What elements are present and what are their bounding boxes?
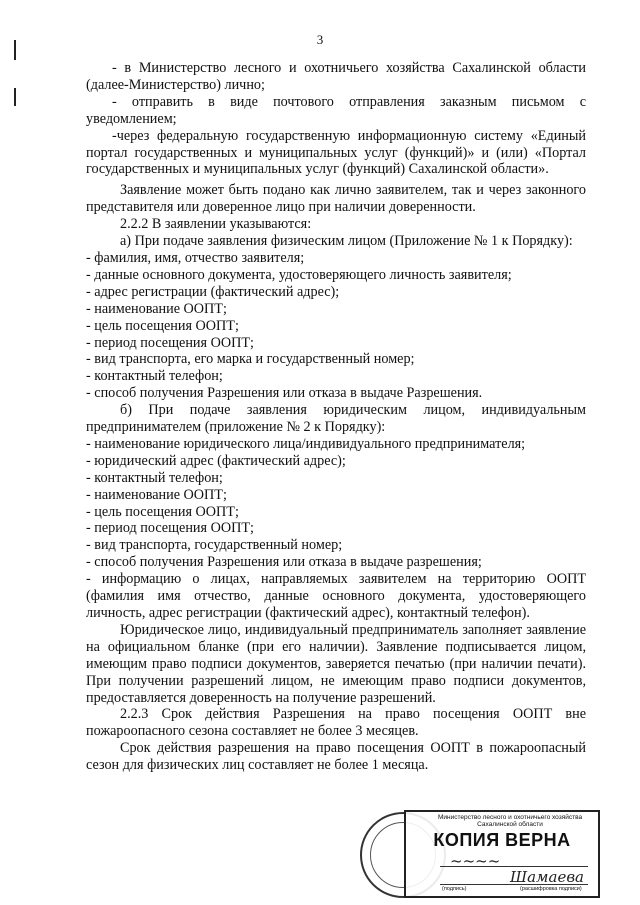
- section-heading: 2.2.2 В заявлении указываются:: [120, 216, 312, 233]
- handwritten-name: Шамаева: [510, 868, 584, 886]
- list-item: - наименование юридического лица/индивидуального предпринимателя;: [86, 435, 526, 452]
- paragraph: а) При подаче заявления физическим лицом (Приложение № 1 к Порядку):: [120, 233, 573, 250]
- paragraph: Заявление может быть подано как лично заявителем, так и через законного представителя или доверенное лицо при наличии доверенности.: [86, 182, 586, 216]
- paragraph: - отправить в виде почтового отправления заказным письмом с уведомлением;: [86, 93, 586, 127]
- page-number: 3: [316, 32, 324, 47]
- document-body: [86, 60, 586, 774]
- certification-stamp: [360, 806, 610, 902]
- list-item: - фамилия, имя, отчество заявителя;: [86, 249, 305, 266]
- list-item: - вид транспорта, государственный номер;: [86, 537, 343, 554]
- paragraph: 2.2.3 Срок действия Разрешения на право посещения ООПТ вне пожароопасного сезона составляет не более 3 месяцев.: [86, 706, 586, 740]
- copy-stamp-box: [404, 810, 600, 898]
- list-item: - контактный телефон;: [86, 469, 223, 486]
- handwritten-signature: ~~~~: [450, 852, 501, 870]
- list-item: - цель посещения ООПТ;: [86, 317, 239, 334]
- list-item: - цель посещения ООПТ;: [86, 503, 239, 520]
- stamp-signature-area: [410, 850, 594, 894]
- paragraph: б) При подаче заявления юридическим лицом, индивидуальным предпринимателем (приложение № 2 к Порядку):: [86, 402, 586, 436]
- list-item: - способ получения Разрешения или отказа в выдаче разрешения;: [86, 554, 482, 571]
- list-item: - юридический адрес (фактический адрес);: [86, 452, 346, 469]
- list-item: - контактный телефон;: [86, 368, 223, 385]
- paragraph: Срок действия разрешения на право посещения ООПТ в пожароопасный сезон для физических лиц составляет не более 1 месяца.: [86, 740, 586, 774]
- list-item: - период посещения ООПТ;: [86, 520, 254, 537]
- list-item: - период посещения ООПТ;: [86, 334, 254, 351]
- paragraph: - в Министерство лесного и охотничьего хозяйства Сахалинской области (далее-Министерство) лично;: [86, 60, 586, 93]
- paragraph: Юридическое лицо, индивидуальный предприниматель заполняет заявление на официальном бланке (при его наличии). Заявление подписывается лицом, имеющим право подписи документов, заверяется печатью (при наличии печати). При получении разрешений лицом, не имеющим право подписи документов, предоставляется доверенность на получение разрешений.: [86, 621, 586, 706]
- list-item: - наименование ООПТ;: [86, 486, 227, 503]
- stamp-organization: Министерство лесного и охотничьего хозяйства Сахалинской области: [437, 814, 583, 828]
- sign-caption: (подпись): [442, 886, 467, 892]
- list-item: - адрес регистрации (фактический адрес);: [86, 283, 340, 300]
- list-item: - информацию о лицах, направляемых заявителем на территорию ООПТ (фамилия имя отчество, данные основного документа, удостоверяющего личность, адрес регистрации (фактический адрес), контактный телефон).: [86, 571, 586, 621]
- list-item: - способ получения Разрешения или отказа в выдаче Разрешения.: [86, 385, 483, 402]
- decode-caption: (расшифровка подписи): [520, 886, 582, 892]
- list-item: - данные основного документа, удостоверяющего личность заявителя;: [86, 266, 512, 283]
- stamp-title: КОПИЯ ВЕРНА: [433, 830, 571, 850]
- margin-mark-bottom: [14, 88, 16, 106]
- paragraph: -через федеральную государственную информационную систему «Единый портал государственных и муниципальных услуг (функций)» и (или) «Портал государственных и муниципальных услуг (функций) Сахалинской области».: [86, 127, 586, 178]
- list-item: - вид транспорта, его марка и государственный номер;: [86, 351, 415, 368]
- list-item: - наименование ООПТ;: [86, 300, 227, 317]
